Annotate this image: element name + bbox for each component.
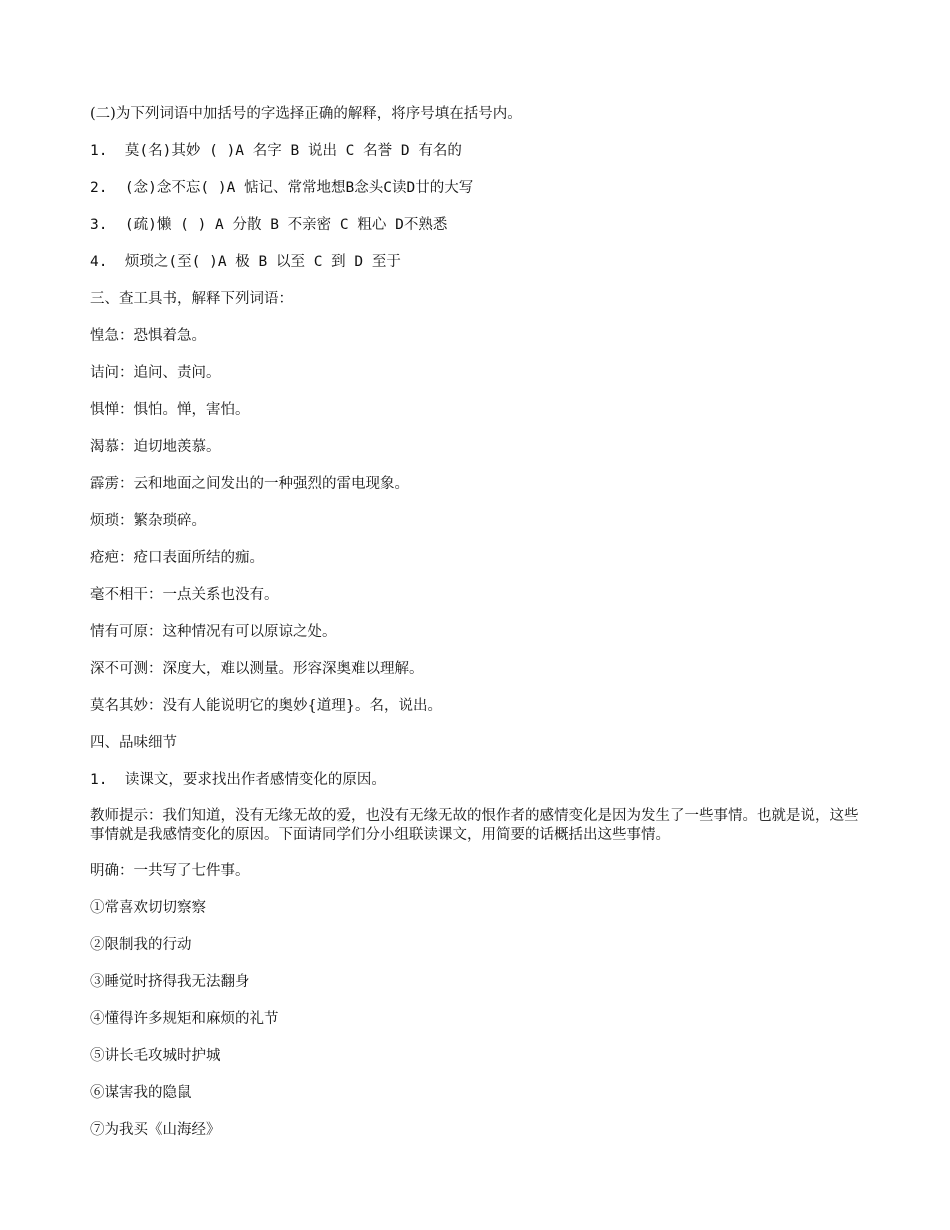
definition-3: 惧惮：惧怕。惮，害怕。 xyxy=(90,402,250,418)
definition-5: 霹雳：云和地面之间发出的一种强烈的雷电现象。 xyxy=(90,476,409,492)
definition-9: 情有可原：这种情况有可以原谅之处。 xyxy=(90,624,337,640)
task-item-1: 1. 读课文，要求找出作者感情变化的原因。 xyxy=(90,772,386,788)
event-7: ⑦为我买《山海经》 xyxy=(90,1122,221,1138)
answer-summary: 明确：一共写了七件事。 xyxy=(90,863,250,879)
event-1: ①常喜欢切切察察 xyxy=(90,900,206,916)
choice-item-1: 1. 莫(名)其妙 ( )A 名字 B 说出 C 名誉 D 有名的 xyxy=(90,143,462,159)
teacher-hint: 教师提示：我们知道，没有无缘无故的爱，也没有无缘无故的恨作者的感情变化是因为发生了一些事情。也就是说，这些事情就是我感情变化的原因。下面请同学们分小组联读课文，用简要的话概括出这些事情。 xyxy=(90,808,859,843)
definition-7: 疮疤：疮口表面所结的痂。 xyxy=(90,550,264,566)
definition-1: 惶急：恐惧着急。 xyxy=(90,328,206,344)
definition-11: 莫名其妙：没有人能说明它的奥妙{道理}。名，说出。 xyxy=(90,698,442,714)
event-4: ④懂得许多规矩和麻烦的礼节 xyxy=(90,1011,279,1027)
choice-item-4: 4. 烦琐之(至( )A 极 B 以至 C 到 D 至于 xyxy=(90,254,401,270)
definition-4: 渴慕：迫切地羡慕。 xyxy=(90,439,221,455)
section3-heading: 三、查工具书，解释下列词语： xyxy=(90,291,293,307)
event-6: ⑥谋害我的隐鼠 xyxy=(90,1085,192,1101)
section2-heading: (二)为下列词语中加括号的字选择正确的解释，将序号填在括号内。 xyxy=(90,106,522,122)
choice-item-3: 3. (疏)懒 ( ) A 分散 B 不亲密 C 粗心 D不熟悉 xyxy=(90,217,448,233)
section4-heading: 四、品味细节 xyxy=(90,735,177,751)
definition-8: 毫不相干：一点关系也没有。 xyxy=(90,587,279,603)
definition-6: 烦琐：繁杂琐碎。 xyxy=(90,513,206,529)
event-2: ②限制我的行动 xyxy=(90,937,192,953)
event-3: ③睡觉时挤得我无法翻身 xyxy=(90,974,250,990)
choice-item-2: 2. (念)念不忘( )A 惦记、常常地想B念头C读D廿的大写 xyxy=(90,180,474,196)
event-5: ⑤讲长毛攻城时护城 xyxy=(90,1048,221,1064)
definition-2: 诘问：追问、责问。 xyxy=(90,365,221,381)
document-page xyxy=(90,104,860,1157)
definition-10: 深不可测：深度大，难以测量。形容深奥难以理解。 xyxy=(90,661,424,677)
